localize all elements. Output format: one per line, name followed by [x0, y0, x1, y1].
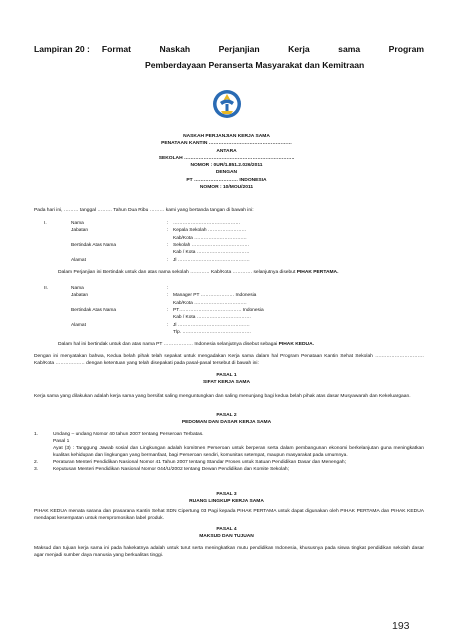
tut-wuri-handayani-logo-icon — [212, 89, 242, 119]
party1-number: I. — [44, 221, 47, 226]
intro-paragraph: Dengan ini menyatakan bahwa, Kedua belah pihak telah sepakat untuk mengadakan Kerja sama dalam hal Program Penataan Kantin Sehat Sekolah ………………………… Kab/Kota ……………… dengan ketentuan yang telah disepakati pada pasal-pasal tersebut di bawah ini: — [34, 354, 424, 366]
title-line-2: Pemberdayaan Peranserta Masyarakat dan Kemitraan — [145, 60, 365, 70]
pasal4-heading: PASAL 4 MAKSUD DAN TUJUAN — [199, 527, 254, 539]
agreement-header — [120, 133, 333, 191]
pasal1-body: Kerja sama yang dilakukan adalah kerja sama yang bersifat saling menguntungkan dan saling menunjang bagi kedua belah pihak atas dasar Musyawarah dan Kekeluargaan. — [34, 394, 411, 399]
page-number: 193 — [392, 620, 410, 632]
header-line: SEKOLAH ………………………………………………………….. — [158, 155, 295, 161]
pasal1-heading: PASAL 1 SIFAT KERJA SAMA — [202, 373, 250, 385]
party1-closing: Dalam Perjanjian ini Bertindak untuk dan atas nama sekolah ………… Kab/Kota ………… selanjutnya disebut PIHAK PERTAMA. — [58, 270, 339, 275]
lampiran-label: Lampiran 20 : — [34, 44, 90, 54]
party1-details: Nama : …………………………………… Jabatan : Kepala Sekolah …………………… Kab/Kota …………………………… Bertindak Atas Nama : Sekolah ……………………………… Kab / Kota …………………………… Alamat : Jl ……………………………………… — [71, 221, 250, 263]
list-subitem: Pasal 1 — [53, 439, 70, 444]
header-line: PT ……………………… INDONESIA — [186, 177, 267, 183]
header-line: NOMOR : 0UR/1.851.2.026/2011 — [190, 163, 263, 169]
party2-closing: Dalam hal ini bertindak untuk dan atas nama PT ……………… Indonesia selanjutnya disebut sebagai PIHAK KEDUA. — [58, 342, 314, 347]
list-item: 3. Keputusan Menteri Pendidikan Nasional Nomor 044/U/2002 tentang Dewan Pendidikan dan Komite Sekolah; — [34, 467, 289, 472]
lampiran-title — [34, 41, 424, 73]
pasal4-body: Maksud dan tujuan kerja sama ini pada hakekatnya adalah untuk turut serta meningkatkan mutu pendidikan Indonesia, khususnya pada siswa tingkat pendidikan sekolah dasar agar menjadi sumber daya manusia yang berkualitas tinggi. — [34, 546, 424, 558]
title-line-1: Format Naskah Perjanjian Kerja sama Program — [101, 44, 424, 54]
party2-number: II. — [44, 286, 49, 291]
header-line: NASKAH PERJANJIAN KERJA SAMA — [183, 134, 270, 139]
pasal3-body: PIHAK KEDUA menata sarana dan prasarana Kantin Sehat SDN Cipertung 03 Pagi kepada PIHAK PERTAMA untuk dapat digunakan oleh PIHAK PERTAMA dan PIHAK KEDUA mendapat kesempatan untuk mempromosikan label produk. — [34, 509, 424, 521]
pasal3-heading: PASAL 3 RUANG LINGKUP KERJA SAMA — [189, 492, 264, 504]
header-line: PENATAAN KANTIN …………………………………………… — [161, 141, 292, 147]
list-subitem: Ayat (3) : Tanggung Jawab sosial dan Lingkungan adalah komitmen Perseroan untuk berperan serta dalam pembangunan ekonomi berkelanjutan guna meningkatkan kualitas kehidupan dan lingkungan yang bermanfaat, bagi Perseroan sendiri, komunitas setempat, maupun masyarakat pada umumnya. — [53, 446, 424, 458]
header-line: ANTARA — [216, 148, 237, 154]
header-line: DENGAN — [215, 170, 238, 176]
header-line: NOMOR : 10/MOU/2011 — [199, 185, 254, 191]
party2-details: Nama : Jabatan : Manager PT ………………… Indonesia Kab/Kota …………………………… Bertindak Atas Nama : PT………………………………… Indonesia Kab / Kota ……………………………. Alamat : Jl ……………………………………… Tlp. ……………………………………. — [71, 286, 264, 335]
list-item: 2. Peraturan Menteri Pendidikan Nasional Nomor 41 Tahun 2007 tentang Standar Proses untuk Satuan Pendidikan Dasar dan Menengah; — [34, 460, 346, 465]
pasal2-heading: PASAL 2 PEDOMAN DAN DASAR KERJA SAMA — [181, 413, 272, 425]
pasal2-list — [34, 431, 424, 473]
opening-line: Pada hari ini, ……… tanggal ……… Tahun Dua Ribu ……… kami yang bertanda tangan di bawah ini: — [34, 208, 254, 213]
list-item: 1. Undang – undang Nomor 40 tahun 2007 tentang Perseroan Terbatas. — [34, 432, 204, 437]
